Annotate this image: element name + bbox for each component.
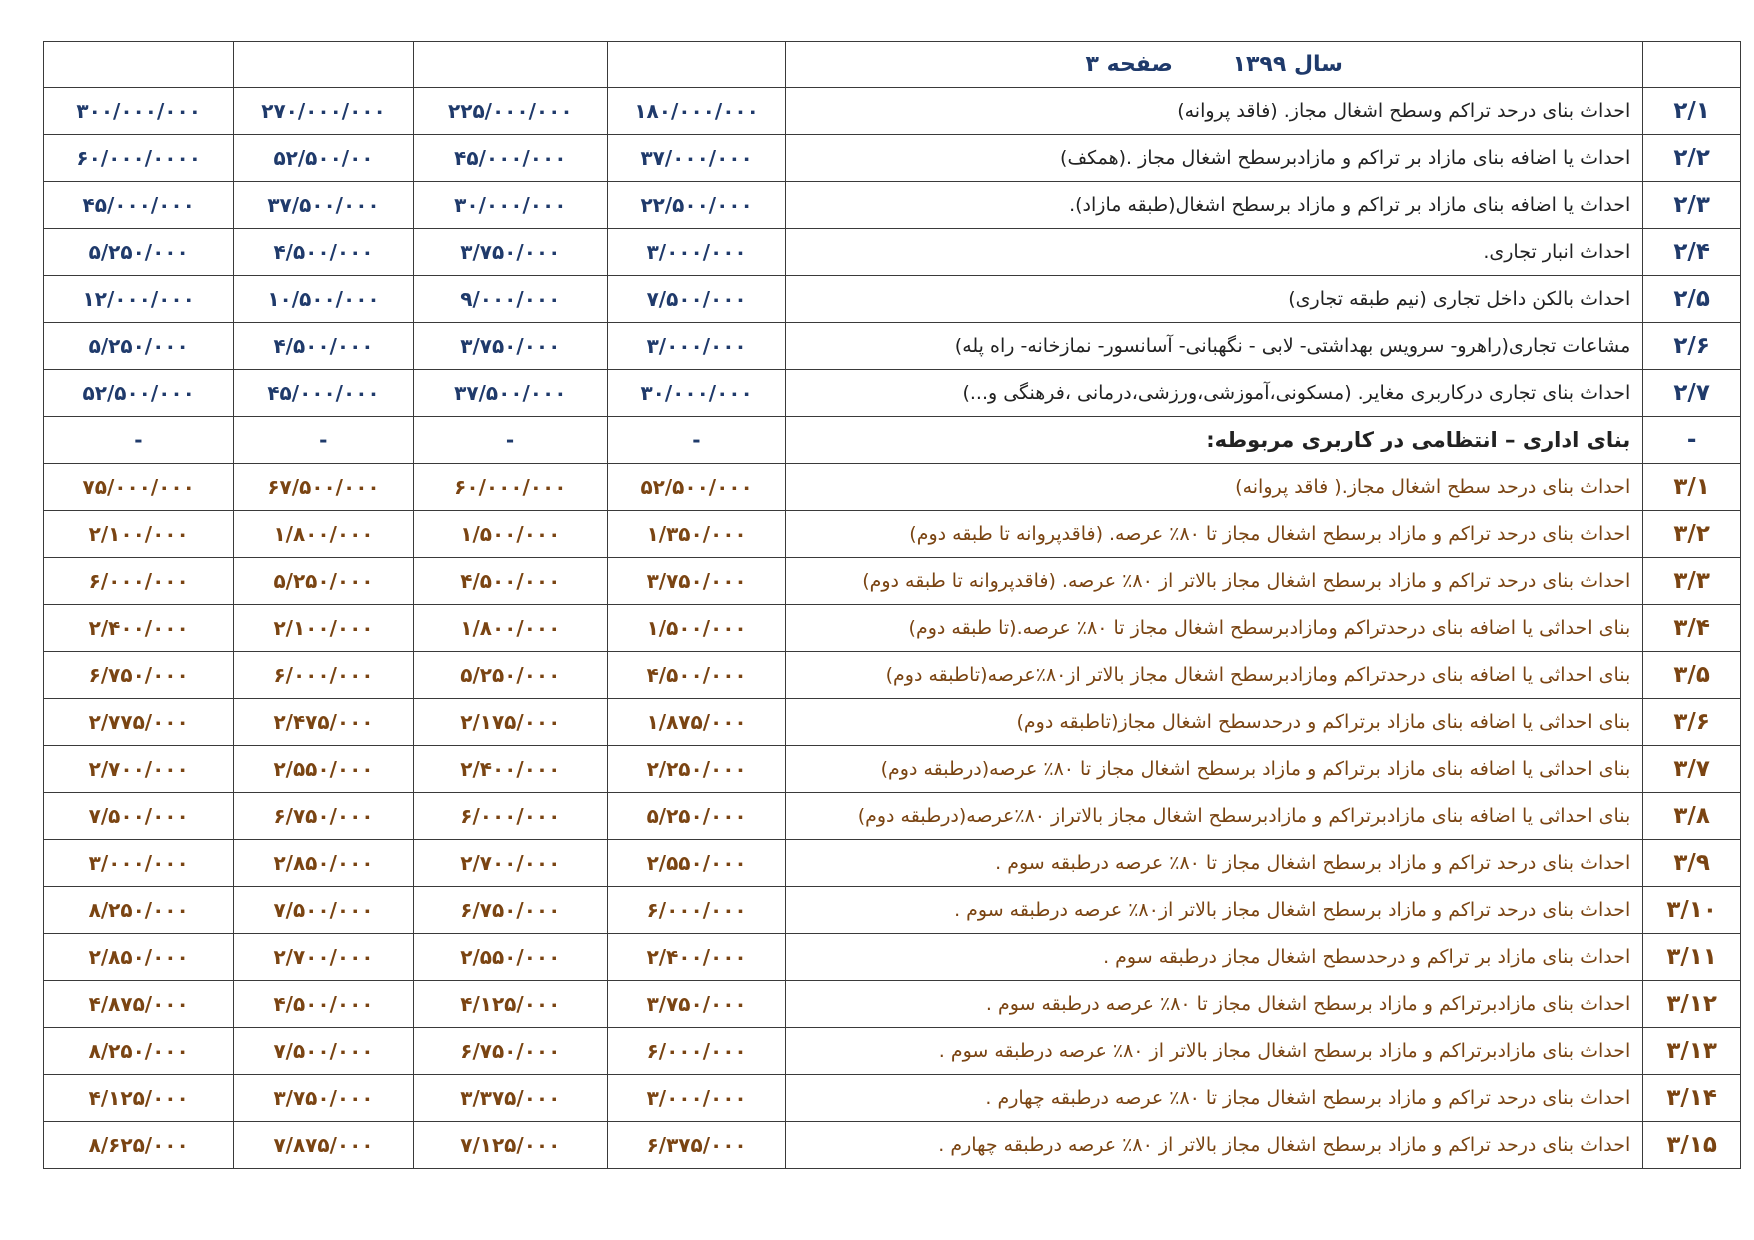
value-cell-3: ۲/۴۷۵/۰۰۰ [234,699,413,746]
value-cell-2: ۴/۵۰۰/۰۰۰ [413,558,607,605]
table-row [44,276,1741,323]
header-cell-empty [1643,42,1741,88]
year-label: سال ۱۳۹۹ [1232,52,1343,77]
value-cell-4: ۲/۷۷۵/۰۰۰ [44,699,234,746]
value-cell-2: ۳/۷۵۰/۰۰۰ [413,323,607,370]
value-cell-2: ۶/۷۵۰/۰۰۰ [413,887,607,934]
value-cell-4: ۵/۲۵۰/۰۰۰ [44,229,234,276]
table-row [44,229,1741,276]
value-cell-2: ۵/۲۵۰/۰۰۰ [413,652,607,699]
table-row [44,699,1741,746]
row-number: ۳/۱۱ [1643,934,1741,981]
value-cell-2: ۲/۴۰۰/۰۰۰ [413,746,607,793]
value-cell-2: ۲/۷۰۰/۰۰۰ [413,840,607,887]
value-cell-3: ۴/۵۰۰/۰۰۰ [234,323,413,370]
value-cell-4: ۴/۸۷۵/۰۰۰ [44,981,234,1028]
table-row [44,417,1741,464]
value-cell-1: ۳/۰۰۰/۰۰۰ [607,229,785,276]
value-cell-2: ۲۲۵/۰۰۰/۰۰۰ [413,88,607,135]
value-cell-4: ۴/۱۲۵/۰۰۰ [44,1075,234,1122]
row-number: ۳/۵ [1643,652,1741,699]
row-number: ۳/۹ [1643,840,1741,887]
header-cell-empty [44,42,234,88]
value-cell-4: ۸/۲۵۰/۰۰۰ [44,887,234,934]
value-cell-1: ۳/۷۵۰/۰۰۰ [607,558,785,605]
row-number: ۲/۳ [1643,182,1741,229]
description-cell: احداث بنای درحد سطح اشغال مجاز.( فاقد پروانه) [786,464,1643,511]
row-number: ۳/۷ [1643,746,1741,793]
value-cell-3: ۶/۷۵۰/۰۰۰ [234,793,413,840]
description-cell: احداث بنای درحد تراکم و مازاد برسطح اشغال مجاز تا ۸۰٪ عرصه درطبقه چهارم . [786,1075,1643,1122]
description-cell: احداث بنای تجاری درکاربری مغایر. (مسکونی،آموزشی،ورزشی،درمانی ،فرهنگی و...) [786,370,1643,417]
value-cell-1: ۱۸۰/۰۰۰/۰۰۰ [607,88,785,135]
value-cell-1: ۳۰/۰۰۰/۰۰۰ [607,370,785,417]
value-cell-4: ۴۵/۰۰۰/۰۰۰ [44,182,234,229]
table-row [44,370,1741,417]
table-row [44,1075,1741,1122]
value-cell-2: ۷/۱۲۵/۰۰۰ [413,1122,607,1169]
description-cell: احداث بنای درحد تراکم وسطح اشغال مجاز. (فاقد پروانه) [786,88,1643,135]
value-cell-4: - [44,417,234,464]
value-cell-3: ۶/۰۰۰/۰۰۰ [234,652,413,699]
value-cell-1: ۱/۵۰۰/۰۰۰ [607,605,785,652]
table-row [44,981,1741,1028]
row-number: - [1643,417,1741,464]
row-number: ۳/۲ [1643,511,1741,558]
table-row [44,605,1741,652]
value-cell-1: ۲/۲۵۰/۰۰۰ [607,746,785,793]
page-label: صفحه ۳ [1085,52,1173,77]
description-cell: بنای احداثی یا اضافه بنای مازاد برتراکم و درحدسطح اشغال مجاز(تاطبقه دوم) [786,699,1643,746]
value-cell-1: ۲/۴۰۰/۰۰۰ [607,934,785,981]
table-row [44,887,1741,934]
title-row [44,42,1741,88]
table-row [44,511,1741,558]
value-cell-4: ۱۲/۰۰۰/۰۰۰ [44,276,234,323]
table-row [44,652,1741,699]
value-cell-3: ۷/۵۰۰/۰۰۰ [234,1028,413,1075]
value-cell-2: ۳/۷۵۰/۰۰۰ [413,229,607,276]
value-cell-3: ۳۷/۵۰۰/۰۰۰ [234,182,413,229]
description-cell: احداث بنای درحد تراکم و مازاد برسطح اشغال مجاز بالاتر از۸۰٪ عرصه درطبقه سوم . [786,887,1643,934]
value-cell-1: ۵/۲۵۰/۰۰۰ [607,793,785,840]
value-cell-2: ۲/۵۵۰/۰۰۰ [413,934,607,981]
table-row [44,934,1741,981]
description-cell: بنای احداثی یا اضافه بنای درحدتراکم ومازادبرسطح اشغال مجاز تا ۸۰٪ عرصه.(تا طبقه دوم) [786,605,1643,652]
value-cell-1: ۲/۵۵۰/۰۰۰ [607,840,785,887]
value-cell-2: ۶۰/۰۰۰/۰۰۰ [413,464,607,511]
value-cell-2: ۶/۰۰۰/۰۰۰ [413,793,607,840]
value-cell-4: ۳/۰۰۰/۰۰۰ [44,840,234,887]
value-cell-4: ۲/۱۰۰/۰۰۰ [44,511,234,558]
row-number: ۳/۱۲ [1643,981,1741,1028]
value-cell-4: ۵۲/۵۰۰/۰۰۰ [44,370,234,417]
header-cell-empty [413,42,607,88]
value-cell-3: ۲/۷۰۰/۰۰۰ [234,934,413,981]
value-cell-1: ۱/۸۷۵/۰۰۰ [607,699,785,746]
table-row [44,464,1741,511]
value-cell-1: ۳/۷۵۰/۰۰۰ [607,981,785,1028]
table-row [44,1028,1741,1075]
value-cell-3: - [234,417,413,464]
value-cell-1: ۱/۳۵۰/۰۰۰ [607,511,785,558]
value-cell-1: ۵۲/۵۰۰/۰۰۰ [607,464,785,511]
description-cell: احداث بنای مازادبرتراکم و مازاد برسطح اشغال مجاز تا ۸۰٪ عرصه درطبقه سوم . [786,981,1643,1028]
value-cell-2: ۴/۱۲۵/۰۰۰ [413,981,607,1028]
value-cell-1: ۶/۰۰۰/۰۰۰ [607,1028,785,1075]
value-cell-1: ۲۲/۵۰۰/۰۰۰ [607,182,785,229]
value-cell-4: ۷۵/۰۰۰/۰۰۰ [44,464,234,511]
value-cell-3: ۲/۵۵۰/۰۰۰ [234,746,413,793]
value-cell-4: ۸/۶۲۵/۰۰۰ [44,1122,234,1169]
header-cell-empty [234,42,413,88]
tariff-table [43,41,1741,1169]
value-cell-4: ۳۰۰/۰۰۰/۰۰۰ [44,88,234,135]
row-number: ۳/۸ [1643,793,1741,840]
value-cell-4: ۲/۷۰۰/۰۰۰ [44,746,234,793]
table-row [44,182,1741,229]
value-cell-4: ۲/۸۵۰/۰۰۰ [44,934,234,981]
row-number: ۳/۱۰ [1643,887,1741,934]
table-row [44,793,1741,840]
value-cell-4: ۵/۲۵۰/۰۰۰ [44,323,234,370]
description-cell: مشاعات تجاری(راهرو- سرویس بهداشتی- لابی - نگهبانی- آسانسور- نمازخانه- راه پله) [786,323,1643,370]
table-row [44,88,1741,135]
value-cell-4: ۸/۲۵۰/۰۰۰ [44,1028,234,1075]
description-cell: احداث بنای مازاد بر تراکم و درحدسطح اشغال مجاز درطبقه سوم . [786,934,1643,981]
value-cell-2: - [413,417,607,464]
value-cell-3: ۴/۵۰۰/۰۰۰ [234,981,413,1028]
row-number: ۳/۱۵ [1643,1122,1741,1169]
value-cell-3: ۴۵/۰۰۰/۰۰۰ [234,370,413,417]
header-cell-empty [607,42,785,88]
description-cell: احداث یا اضافه بنای مازاد بر تراکم و مازادبرسطح اشغال مجاز .(همکف) [786,135,1643,182]
value-cell-3: ۵۲/۵۰۰/۰۰ [234,135,413,182]
row-number: ۳/۱ [1643,464,1741,511]
value-cell-1: ۳/۰۰۰/۰۰۰ [607,1075,785,1122]
description-cell: احداث بنای درحد تراکم و مازاد برسطح اشغال مجاز تا ۸۰٪ عرصه درطبقه سوم . [786,840,1643,887]
value-cell-3: ۲۷۰/۰۰۰/۰۰۰ [234,88,413,135]
value-cell-3: ۲/۸۵۰/۰۰۰ [234,840,413,887]
table-row [44,558,1741,605]
row-number: ۳/۴ [1643,605,1741,652]
row-number: ۳/۱۳ [1643,1028,1741,1075]
description-cell: احداث یا اضافه بنای مازاد بر تراکم و مازاد برسطح اشغال(طبقه مازاد). [786,182,1643,229]
value-cell-2: ۱/۸۰۰/۰۰۰ [413,605,607,652]
value-cell-3: ۳/۷۵۰/۰۰۰ [234,1075,413,1122]
row-number: ۳/۱۴ [1643,1075,1741,1122]
value-cell-2: ۱/۵۰۰/۰۰۰ [413,511,607,558]
value-cell-3: ۷/۵۰۰/۰۰۰ [234,887,413,934]
row-number: ۲/۱ [1643,88,1741,135]
value-cell-1: ۳/۰۰۰/۰۰۰ [607,323,785,370]
value-cell-1: - [607,417,785,464]
value-cell-3: ۵/۲۵۰/۰۰۰ [234,558,413,605]
row-number: ۲/۷ [1643,370,1741,417]
value-cell-2: ۲/۱۷۵/۰۰۰ [413,699,607,746]
table-row [44,135,1741,182]
description-cell: بنای احداثی یا اضافه بنای مازادبرتراکم و مازادبرسطح اشغال مجاز بالاتراز ۸۰٪عرصه(درطبقه دوم) [786,793,1643,840]
table-row [44,746,1741,793]
description-cell: بنای اداری – انتظامی در کاربری مربوطه: [786,417,1643,464]
description-cell: احداث بالکن داخل تجاری (نیم طبقه تجاری) [786,276,1643,323]
value-cell-3: ۷/۸۷۵/۰۰۰ [234,1122,413,1169]
value-cell-3: ۲/۱۰۰/۰۰۰ [234,605,413,652]
description-cell: احداث بنای درحد تراکم و مازاد برسطح اشغال مجاز بالاتر از ۸۰٪ عرصه درطبقه چهارم . [786,1122,1643,1169]
description-cell: بنای احداثی یا اضافه بنای درحدتراکم ومازادبرسطح اشغال مجاز بالاتر از۸۰٪عرصه(تاطبقه دوم) [786,652,1643,699]
value-cell-1: ۶/۳۷۵/۰۰۰ [607,1122,785,1169]
value-cell-4: ۶۰/۰۰۰/۰۰۰۰ [44,135,234,182]
value-cell-1: ۴/۵۰۰/۰۰۰ [607,652,785,699]
table-row [44,1122,1741,1169]
value-cell-2: ۴۵/۰۰۰/۰۰۰ [413,135,607,182]
page-title [786,42,1643,88]
row-number: ۲/۵ [1643,276,1741,323]
value-cell-2: ۳۰/۰۰۰/۰۰۰ [413,182,607,229]
row-number: ۲/۶ [1643,323,1741,370]
description-cell: بنای احداثی یا اضافه بنای مازاد برتراکم و مازاد برسطح اشغال مجاز تا ۸۰٪ عرصه(درطبقه دوم) [786,746,1643,793]
description-cell: احداث بنای درحد تراکم و مازاد برسطح اشغال مجاز بالاتر از ۸۰٪ عرصه. (فاقدپروانه تا طبقه دوم) [786,558,1643,605]
table-row [44,323,1741,370]
row-number: ۲/۲ [1643,135,1741,182]
row-number: ۲/۴ [1643,229,1741,276]
value-cell-2: ۳۷/۵۰۰/۰۰۰ [413,370,607,417]
value-cell-1: ۳۷/۰۰۰/۰۰۰ [607,135,785,182]
value-cell-1: ۷/۵۰۰/۰۰۰ [607,276,785,323]
value-cell-3: ۱۰/۵۰۰/۰۰۰ [234,276,413,323]
value-cell-4: ۲/۴۰۰/۰۰۰ [44,605,234,652]
value-cell-3: ۶۷/۵۰۰/۰۰۰ [234,464,413,511]
table-row [44,840,1741,887]
value-cell-4: ۶/۰۰۰/۰۰۰ [44,558,234,605]
description-cell: احداث انبار تجاری. [786,229,1643,276]
value-cell-4: ۷/۵۰۰/۰۰۰ [44,793,234,840]
value-cell-4: ۶/۷۵۰/۰۰۰ [44,652,234,699]
value-cell-1: ۶/۰۰۰/۰۰۰ [607,887,785,934]
row-number: ۳/۳ [1643,558,1741,605]
value-cell-3: ۱/۸۰۰/۰۰۰ [234,511,413,558]
value-cell-2: ۶/۷۵۰/۰۰۰ [413,1028,607,1075]
value-cell-2: ۹/۰۰۰/۰۰۰ [413,276,607,323]
value-cell-2: ۳/۳۷۵/۰۰۰ [413,1075,607,1122]
value-cell-3: ۴/۵۰۰/۰۰۰ [234,229,413,276]
row-number: ۳/۶ [1643,699,1741,746]
description-cell: احداث بنای درحد تراکم و مازاد برسطح اشغال مجاز تا ۸۰٪ عرصه. (فاقدپروانه تا طبقه دوم) [786,511,1643,558]
description-cell: احداث بنای مازادبرتراکم و مازاد برسطح اشغال مجاز بالاتر از ۸۰٪ عرصه درطبقه سوم . [786,1028,1643,1075]
